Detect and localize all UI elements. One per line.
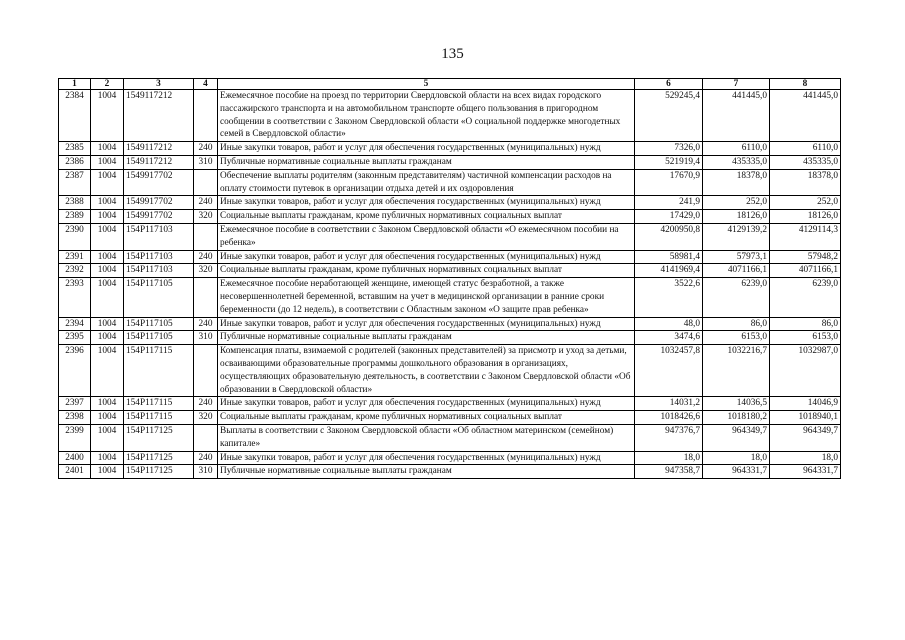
target-article-cell: 154P117103 [124, 264, 194, 278]
expense-type-cell [194, 90, 218, 142]
amount-col6-cell: 1032457,8 [635, 345, 703, 397]
section-code-cell: 1004 [91, 223, 124, 250]
table-row [59, 451, 841, 465]
section-code-cell: 1004 [91, 155, 124, 169]
row-number-cell: 2390 [59, 223, 91, 250]
column-header-8: 8 [770, 79, 841, 90]
row-number-cell: 2395 [59, 331, 91, 345]
table-row [59, 317, 841, 331]
description-cell: Иные закупки товаров, работ и услуг для обеспечения государственных (муниципальных) нужд [218, 317, 635, 331]
table-row [59, 345, 841, 397]
target-article-cell: 154P117125 [124, 424, 194, 451]
row-number-cell: 2388 [59, 196, 91, 210]
amount-col7-cell: 964349,7 [703, 424, 770, 451]
target-article-cell: 154P117115 [124, 397, 194, 411]
amount-col8-cell: 6110,0 [770, 142, 841, 156]
amount-col6-cell: 17670,9 [635, 169, 703, 196]
target-article-cell: 1549917702 [124, 210, 194, 224]
description-cell: Социальные выплаты гражданам, кроме публичных нормативных социальных выплат [218, 210, 635, 224]
section-code-cell: 1004 [91, 424, 124, 451]
expense-type-cell: 310 [194, 465, 218, 479]
row-number-cell: 2385 [59, 142, 91, 156]
target-article-cell: 154P117115 [124, 345, 194, 397]
amount-col7-cell: 6239,0 [703, 278, 770, 317]
row-number-cell: 2399 [59, 424, 91, 451]
description-cell: Компенсация платы, взимаемой с родителей (законных представителей) за присмотр и уход за детьми, осваивающими образовательные программы дошкольного образования в организациях, осуществляющих образовательную деятельность, в соответствии с Законом Свердловской области «Об образовании в Свердловской области» [218, 345, 635, 397]
amount-col8-cell: 435335,0 [770, 155, 841, 169]
amount-col8-cell: 14046,9 [770, 397, 841, 411]
row-number-cell: 2398 [59, 411, 91, 425]
section-code-cell: 1004 [91, 169, 124, 196]
table-row [59, 397, 841, 411]
target-article-cell: 154P117103 [124, 223, 194, 250]
expense-type-cell [194, 223, 218, 250]
amount-col8-cell: 1018940,1 [770, 411, 841, 425]
row-number-cell: 2401 [59, 465, 91, 479]
expense-type-cell: 240 [194, 196, 218, 210]
expense-type-cell [194, 169, 218, 196]
amount-col7-cell: 14036,5 [703, 397, 770, 411]
amount-col7-cell: 4071166,1 [703, 264, 770, 278]
amount-col8-cell: 86,0 [770, 317, 841, 331]
target-article-cell: 1549117212 [124, 142, 194, 156]
expense-type-cell [194, 345, 218, 397]
description-cell: Ежемесячное пособие на проезд по территории Свердловской области на всех видах городского пассажирского транспорта и на автомобильном транспорте общего пользования в пригородном сообщении в соответствии с Законом Свердловской области «О социальной поддержке многодетных семей в Свердловской области» [218, 90, 635, 142]
description-cell: Публичные нормативные социальные выплаты гражданам [218, 155, 635, 169]
row-number-cell: 2384 [59, 90, 91, 142]
amount-col8-cell: 4129114,3 [770, 223, 841, 250]
amount-col6-cell: 58981,4 [635, 250, 703, 264]
amount-col8-cell: 6153,0 [770, 331, 841, 345]
table-row [59, 424, 841, 451]
row-number-cell: 2396 [59, 345, 91, 397]
table-row [59, 155, 841, 169]
amount-col7-cell: 252,0 [703, 196, 770, 210]
target-article-cell: 1549917702 [124, 196, 194, 210]
description-cell: Выплаты в соответствии с Законом Свердловской области «Об областном материнском (семейном) капитале» [218, 424, 635, 451]
amount-col8-cell: 441445,0 [770, 90, 841, 142]
table-row [59, 90, 841, 142]
row-number-cell: 2400 [59, 451, 91, 465]
target-article-cell: 154P117103 [124, 250, 194, 264]
amount-col7-cell: 18378,0 [703, 169, 770, 196]
amount-col7-cell: 441445,0 [703, 90, 770, 142]
amount-col7-cell: 1018180,2 [703, 411, 770, 425]
amount-col7-cell: 86,0 [703, 317, 770, 331]
amount-col6-cell: 7326,0 [635, 142, 703, 156]
section-code-cell: 1004 [91, 317, 124, 331]
amount-col6-cell: 241,9 [635, 196, 703, 210]
row-number-cell: 2394 [59, 317, 91, 331]
amount-col6-cell: 529245,4 [635, 90, 703, 142]
description-cell: Социальные выплаты гражданам, кроме публичных нормативных социальных выплат [218, 411, 635, 425]
column-header-7: 7 [703, 79, 770, 90]
description-cell: Социальные выплаты гражданам, кроме публичных нормативных социальных выплат [218, 264, 635, 278]
expense-type-cell: 320 [194, 264, 218, 278]
column-header-5: 5 [218, 79, 635, 90]
expense-type-cell: 310 [194, 155, 218, 169]
amount-col6-cell: 3474,6 [635, 331, 703, 345]
description-cell: Иные закупки товаров, работ и услуг для обеспечения государственных (муниципальных) нужд [218, 397, 635, 411]
section-code-cell: 1004 [91, 210, 124, 224]
description-cell: Иные закупки товаров, работ и услуг для обеспечения государственных (муниципальных) нужд [218, 142, 635, 156]
table-row [59, 331, 841, 345]
expense-type-cell: 320 [194, 210, 218, 224]
target-article-cell: 1549117212 [124, 155, 194, 169]
section-code-cell: 1004 [91, 90, 124, 142]
row-number-cell: 2386 [59, 155, 91, 169]
amount-col6-cell: 17429,0 [635, 210, 703, 224]
section-code-cell: 1004 [91, 451, 124, 465]
amount-col7-cell: 6153,0 [703, 331, 770, 345]
section-code-cell: 1004 [91, 465, 124, 479]
section-code-cell: 1004 [91, 264, 124, 278]
amount-col8-cell: 18,0 [770, 451, 841, 465]
amount-col8-cell: 964331,7 [770, 465, 841, 479]
section-code-cell: 1004 [91, 411, 124, 425]
column-header-1: 1 [59, 79, 91, 90]
amount-col6-cell: 3522,6 [635, 278, 703, 317]
amount-col6-cell: 4200950,8 [635, 223, 703, 250]
amount-col7-cell: 1032216,7 [703, 345, 770, 397]
table-row [59, 223, 841, 250]
column-header-6: 6 [635, 79, 703, 90]
target-article-cell: 154P117115 [124, 411, 194, 425]
column-header-4: 4 [194, 79, 218, 90]
target-article-cell: 1549117212 [124, 90, 194, 142]
amount-col8-cell: 18378,0 [770, 169, 841, 196]
amount-col6-cell: 521919,4 [635, 155, 703, 169]
table-row [59, 210, 841, 224]
expense-type-cell: 320 [194, 411, 218, 425]
section-code-cell: 1004 [91, 250, 124, 264]
description-cell: Иные закупки товаров, работ и услуг для обеспечения государственных (муниципальных) нужд [218, 250, 635, 264]
column-header-3: 3 [124, 79, 194, 90]
expense-type-cell [194, 278, 218, 317]
table-row [59, 196, 841, 210]
header-row [59, 79, 841, 90]
expense-type-cell: 240 [194, 397, 218, 411]
column-header-2: 2 [91, 79, 124, 90]
table-body [59, 90, 841, 479]
amount-col8-cell: 57948,2 [770, 250, 841, 264]
table-row [59, 142, 841, 156]
amount-col8-cell: 252,0 [770, 196, 841, 210]
amount-col7-cell: 6110,0 [703, 142, 770, 156]
table-row [59, 169, 841, 196]
amount-col8-cell: 4071166,1 [770, 264, 841, 278]
amount-col8-cell: 1032987,0 [770, 345, 841, 397]
row-number-cell: 2387 [59, 169, 91, 196]
amount-col7-cell: 18126,0 [703, 210, 770, 224]
description-cell: Ежемесячное пособие в соответствии с Законом Свердловской области «О ежемесячном пособии на ребенка» [218, 223, 635, 250]
amount-col6-cell: 4141969,4 [635, 264, 703, 278]
expense-type-cell: 240 [194, 142, 218, 156]
amount-col7-cell: 4129139,2 [703, 223, 770, 250]
amount-col7-cell: 435335,0 [703, 155, 770, 169]
expense-type-cell: 240 [194, 451, 218, 465]
amount-col7-cell: 57973,1 [703, 250, 770, 264]
target-article-cell: 154P117105 [124, 331, 194, 345]
expense-type-cell: 240 [194, 250, 218, 264]
section-code-cell: 1004 [91, 196, 124, 210]
table-row [59, 250, 841, 264]
table-row [59, 465, 841, 479]
expense-type-cell [194, 424, 218, 451]
expense-type-cell: 310 [194, 331, 218, 345]
amount-col7-cell: 18,0 [703, 451, 770, 465]
budget-table [58, 78, 841, 479]
amount-col8-cell: 964349,7 [770, 424, 841, 451]
table-row [59, 264, 841, 278]
description-cell: Иные закупки товаров, работ и услуг для обеспечения государственных (муниципальных) нужд [218, 451, 635, 465]
target-article-cell: 154P117125 [124, 451, 194, 465]
amount-col6-cell: 18,0 [635, 451, 703, 465]
page-number: 135 [441, 46, 464, 62]
row-number-cell: 2391 [59, 250, 91, 264]
section-code-cell: 1004 [91, 278, 124, 317]
section-code-cell: 1004 [91, 142, 124, 156]
description-cell: Ежемесячное пособие неработающей женщине, имеющей статус безработной, а также несовершеннолетней беременной, вставшим на учет в медицинской организации в ранние сроки беременности (до 12 недель), в соответствии с Областным законом «О защите прав ребенка» [218, 278, 635, 317]
description-cell: Публичные нормативные социальные выплаты гражданам [218, 331, 635, 345]
target-article-cell: 154P117125 [124, 465, 194, 479]
row-number-cell: 2393 [59, 278, 91, 317]
amount-col7-cell: 964331,7 [703, 465, 770, 479]
description-cell: Публичные нормативные социальные выплаты гражданам [218, 465, 635, 479]
amount-col6-cell: 1018426,6 [635, 411, 703, 425]
row-number-cell: 2392 [59, 264, 91, 278]
row-number-cell: 2389 [59, 210, 91, 224]
section-code-cell: 1004 [91, 345, 124, 397]
table-row [59, 411, 841, 425]
target-article-cell: 154P117105 [124, 278, 194, 317]
target-article-cell: 154P117105 [124, 317, 194, 331]
amount-col8-cell: 6239,0 [770, 278, 841, 317]
description-cell: Иные закупки товаров, работ и услуг для обеспечения государственных (муниципальных) нужд [218, 196, 635, 210]
section-code-cell: 1004 [91, 331, 124, 345]
amount-col6-cell: 14031,2 [635, 397, 703, 411]
row-number-cell: 2397 [59, 397, 91, 411]
expense-type-cell: 240 [194, 317, 218, 331]
amount-col6-cell: 48,0 [635, 317, 703, 331]
amount-col8-cell: 18126,0 [770, 210, 841, 224]
amount-col6-cell: 947358,7 [635, 465, 703, 479]
target-article-cell: 1549917702 [124, 169, 194, 196]
table-row [59, 278, 841, 317]
description-cell: Обеспечение выплаты родителям (законным представителям) частичной компенсации расходов на оплату стоимости путевок в организации отдыха детей и их оздоровления [218, 169, 635, 196]
section-code-cell: 1004 [91, 397, 124, 411]
amount-col6-cell: 947376,7 [635, 424, 703, 451]
